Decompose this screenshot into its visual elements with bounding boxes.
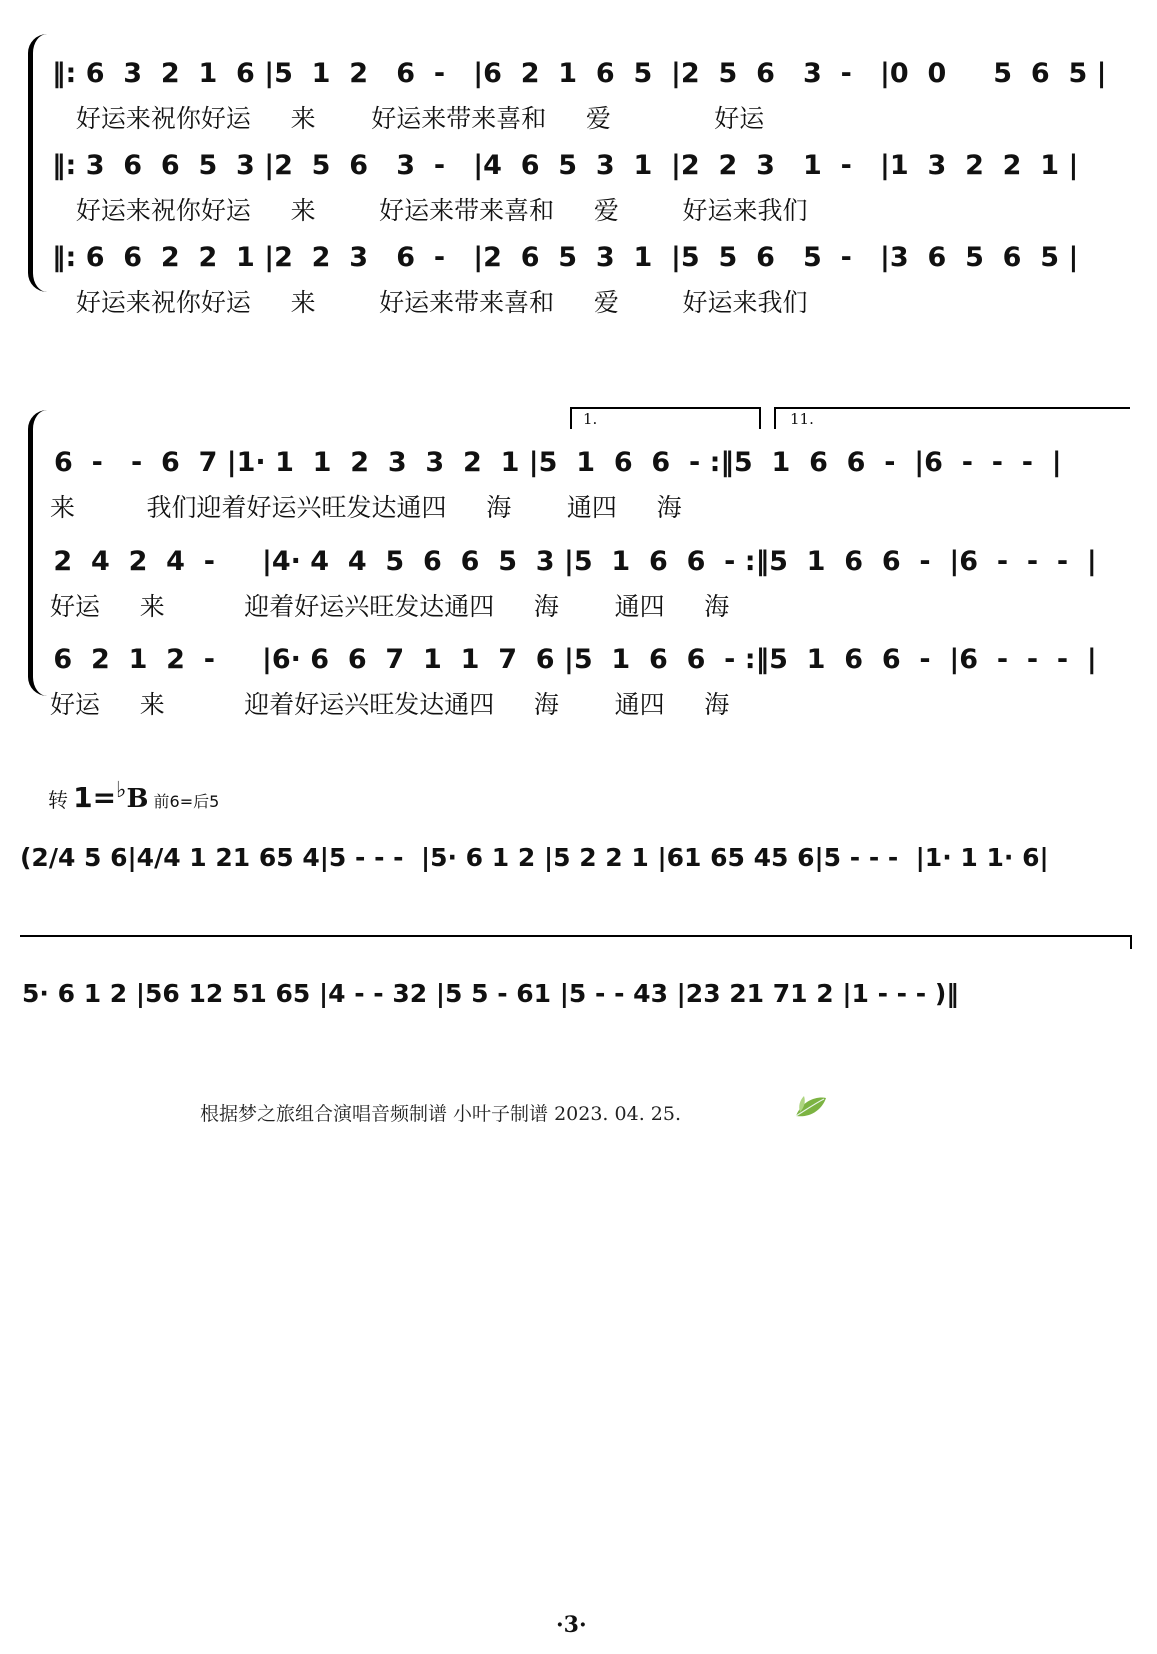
page-number: ·3· xyxy=(556,1612,587,1638)
key-change xyxy=(48,778,219,814)
volta-1-line xyxy=(570,407,760,409)
interlude-line-2: 5· 6 1 2 |56 12 51 65 |4 - - 32 |5 5 - 61 |5 - - 43 |23 21 71 2 |1 - - - )‖ xyxy=(22,979,959,1008)
part-3-line xyxy=(0,232,1157,322)
volta-1-label: 1. xyxy=(583,410,598,428)
part-2-line xyxy=(0,140,1157,230)
flat-sign: ♭ xyxy=(116,778,127,803)
part-1-notes: 6 - - 6 7 |1· 1 1 2 3 3 2 1 |5 1 6 6 - :‖5 1 6 6 - |6 - - - | xyxy=(54,447,1062,478)
part-2-line xyxy=(0,536,1157,626)
interlude-line-1: (2/4 5 6|4/4 1 21 65 4|5 - - - |5· 6 1 2 |5 2 2 1 |61 65 45 6|5 - - - |1· 1 1· 6| xyxy=(20,843,1049,872)
interlude-bracket-top xyxy=(20,935,1132,937)
part-3-notes: ‖: 6 6 2 2 1 |2 2 3 6 - |2 6 5 3 1 |5 5 6 5 - |3 6 5 6 5 | xyxy=(52,242,1079,273)
part-2-lyrics: 好运来祝你好运 来 好运来带来喜和 爱 好运来我们 xyxy=(52,196,808,225)
part-2-notes: 2 4 2 4 - |4· 4 4 5 6 6 5 3 |5 1 6 6 - :‖5 1 6 6 - |6 - - - | xyxy=(44,546,1097,577)
key-change-relation: 前6=后5 xyxy=(153,792,220,811)
key-change-do: 1 xyxy=(73,781,93,814)
part-1-lyrics: 好运来祝你好运 来 好运来带来喜和 爱 好运 xyxy=(52,104,765,133)
part-1-lyrics: 来 我们迎着好运兴旺发达通四 海 通四 海 xyxy=(50,493,682,522)
volta-2-line xyxy=(774,407,1130,409)
key-change-equals: = xyxy=(92,781,117,814)
part-1-notes: ‖: 6 3 2 1 6 |5 1 2 6 - |6 2 1 6 5 |2 5 6 3 - |0 0 5 6 5 | xyxy=(52,58,1107,89)
part-1-line xyxy=(0,437,1157,527)
part-2-notes: ‖: 3 6 6 5 3 |2 5 6 3 - |4 6 5 3 1 |2 2 3 1 - |1 3 2 2 1 | xyxy=(52,150,1079,181)
part-2-lyrics: 好运 来 迎着好运兴旺发达通四 海 通四 海 xyxy=(50,592,730,621)
part-1-line xyxy=(0,48,1157,138)
leaf-icon xyxy=(794,1094,828,1120)
volta-1-end xyxy=(759,407,761,429)
volta-1-start xyxy=(570,407,572,429)
key-change-prefix: 转 xyxy=(48,788,68,812)
part-3-notes: 6 2 1 2 - |6· 6 6 7 1 1 7 6 |5 1 6 6 - :‖5 1 6 6 - |6 - - - | xyxy=(44,644,1097,675)
volta-2-label: 11. xyxy=(790,410,814,428)
interlude-bracket-end xyxy=(1130,935,1132,949)
transcription-credit: 根据梦之旅组合演唱音频制谱 小叶子制谱 2023. 04. 25. xyxy=(200,1103,681,1125)
part-3-lyrics: 好运来祝你好运 来 好运来带来喜和 爱 好运来我们 xyxy=(52,288,808,317)
part-3-lyrics: 好运 来 迎着好运兴旺发达通四 海 通四 海 xyxy=(50,690,730,719)
key-change-key: B xyxy=(126,784,149,814)
volta-2-start xyxy=(774,407,776,429)
part-3-line xyxy=(0,634,1157,724)
